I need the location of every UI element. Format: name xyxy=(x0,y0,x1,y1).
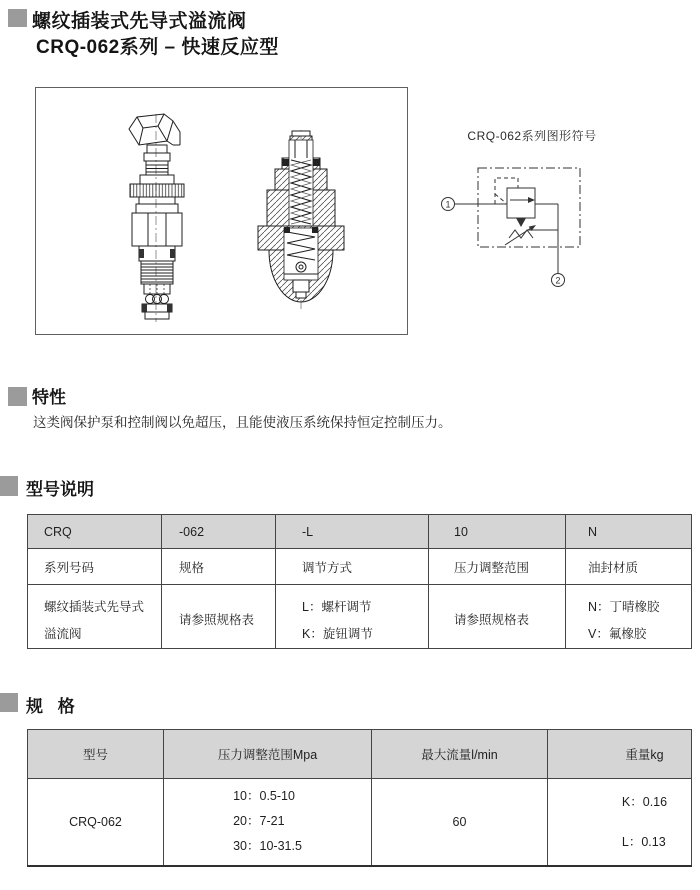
spec-weight-cell xyxy=(548,779,692,866)
model-label-cell: 调节方式 xyxy=(276,549,429,585)
desc-line: L：螺杆调节 xyxy=(302,599,372,614)
spec-header-row xyxy=(28,730,692,779)
pressure-range-line: 10：0.5-10 xyxy=(233,789,295,804)
model-section-bullet-icon xyxy=(0,476,18,496)
spec-data-row xyxy=(28,779,692,866)
desc-line: 螺纹插装式先导式 xyxy=(44,599,145,614)
model-label-cell: 系列号码 xyxy=(28,549,162,585)
model-label-row xyxy=(28,549,692,585)
page-title: 螺纹插装式先导式溢流阀 xyxy=(32,11,247,32)
pressure-ranges xyxy=(233,784,302,859)
weights xyxy=(622,782,667,862)
page-subtitle: CRQ-062系列 – 快速反应型 xyxy=(36,37,279,58)
desc-line: N：丁晴橡胶 xyxy=(588,599,660,614)
pressure-range-line: 20：7-21 xyxy=(233,814,285,829)
features-heading: 特性 xyxy=(32,388,66,407)
spec-section-heading: 规 格 xyxy=(26,697,80,716)
model-code-row xyxy=(28,515,692,549)
model-desc-cell xyxy=(28,585,162,649)
hydraulic-symbol-diagram xyxy=(430,150,610,300)
port-1-label: 1 xyxy=(445,199,451,210)
model-code-cell: -062 xyxy=(162,515,276,549)
model-label-cell: 油封材质 xyxy=(566,549,692,585)
model-code-table xyxy=(27,514,692,649)
model-desc-row xyxy=(28,585,692,649)
features-body: 这类阀保护泵和控制阀以免超压，且能使液压系统保持恒定控制压力。 xyxy=(33,415,452,430)
desc-line: K：旋钮调节 xyxy=(302,626,373,641)
model-desc-cell xyxy=(429,585,566,649)
features-bullet-icon xyxy=(8,387,27,406)
model-label-cell: 压力调整范围 xyxy=(429,549,566,585)
weight-line: L：0.13 xyxy=(621,834,666,849)
symbol-valve-square xyxy=(507,188,535,218)
port-2-label: 2 xyxy=(555,275,561,286)
desc-line: V：氟橡胶 xyxy=(588,626,647,641)
valve-drawings xyxy=(36,88,407,334)
spec-header-cell: 最大流量l/min xyxy=(372,730,548,779)
spec-header-cell: 重量kg xyxy=(548,730,692,779)
valve-external-view-drawing xyxy=(129,114,184,322)
model-code-cell: N xyxy=(566,515,692,549)
spec-table xyxy=(27,729,692,867)
model-desc-cell xyxy=(162,585,276,649)
spec-header-cell: 型号 xyxy=(28,730,164,779)
valve-drawings-panel xyxy=(35,87,408,335)
model-code-cell: CRQ xyxy=(28,515,162,549)
desc-line: 溢流阀 xyxy=(44,626,82,641)
spec-flow-cell: 60 xyxy=(372,779,548,866)
title-bullet-icon xyxy=(8,9,27,27)
model-desc-cell xyxy=(566,585,692,649)
model-desc-cell xyxy=(276,585,429,649)
desc-line: 请参照规格表 xyxy=(454,613,530,627)
desc-line: 请参照规格表 xyxy=(179,613,255,627)
model-code-cell: -L xyxy=(276,515,429,549)
model-section-heading: 型号说明 xyxy=(26,480,94,499)
spec-pressure-cell xyxy=(164,779,372,866)
spec-section-bullet-icon xyxy=(0,693,18,712)
model-code-cell: 10 xyxy=(429,515,566,549)
weight-line: K：0.16 xyxy=(621,794,668,809)
valve-cross-section-drawing xyxy=(258,130,344,310)
spec-header-cell: 压力调整范围Mpa xyxy=(164,730,372,779)
symbol-caption: CRQ-062系列图形符号 xyxy=(467,129,597,143)
spec-model-cell: CRQ-062 xyxy=(28,779,164,866)
pressure-range-line: 30：10-31.5 xyxy=(233,839,302,854)
model-label-cell: 规格 xyxy=(162,549,276,585)
